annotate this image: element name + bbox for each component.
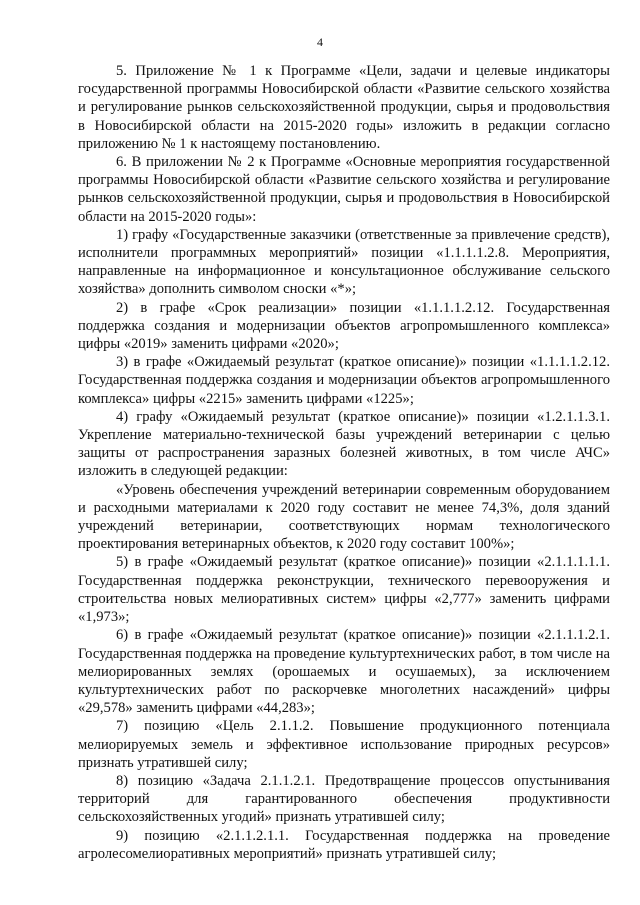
subitem-1: 1) графу «Государственные заказчики (ответственные за привлечение средств), исполнители программных мероприятий» позиции «1.1.1.1.2.8. Мероприятия, направленные на информационное и консультационное обслуживание сельского хозяйства» дополнить символом сноски «*»; [78,226,610,298]
subitem-3: 3) в графе «Ожидаемый результат (краткое описание)» позиции «1.1.1.1.2.12. Государственная поддержка создания и модернизации объектов агропромышленного комплекса» цифры «2215» заменить цифрами «1225»; [78,354,610,407]
document-body [78,62,610,863]
paragraph-item-6: 6. В приложении № 2 к Программе «Основные мероприятия государственной программы Новосибирской области «Развитие сельского хозяйства и регулирование рынков сельскохозяйственной продукции, сырья и продовольствия в Новосибирской области на 2015-2020 годы»: [78,154,610,225]
subitem-8: 8) позицию «Задача 2.1.1.2.1. Предотвращение процессов опустынивания территорий для гарантированного обеспечения продуктивности сельскохозяйственных угодий» признать утратившей силу; [78,772,610,826]
subitem-7: 7) позицию «Цель 2.1.1.2. Повышение продукционного потенциала мелиорируемых земель и эффективное использование природных ресурсов» признать утратившей силу; [78,718,610,771]
subitem-9: 9) позицию «2.1.1.2.1.1. Государственная поддержка на проведение агролесомелиоративных мероприятий» признать утратившей силу; [78,827,610,862]
page-number: 4 [317,35,323,49]
subitem-6: 6) в графе «Ожидаемый результат (краткое описание)» позиции «2.1.1.1.2.1. Государственная поддержка на проведение культуртехнических работ, в том числе на мелиорированных землях (орошаемых и осушаемых), за исключением культуртехнических работ по раскорчевке многолетних насаждений» цифры «29,578» заменить цифрами «44,283»; [78,627,610,717]
subitem-5: 5) в графе «Ожидаемый результат (краткое описание)» позиции «2.1.1.1.1.1. Государственная поддержка реконструкции, технического перевооружения и строительства новых мелиоративных систем» цифры «2,777» заменить цифрами «1,973»; [78,554,610,626]
subitem-4: 4) графу «Ожидаемый результат (краткое описание)» позиции «1.2.1.1.3.1. Укрепление материально-технической базы учреждений ветеринарии с целью защиты от распространения заразных болезней животных, в том числе АЧС» изложить в следующей редакции: [78,408,610,480]
quoted-text: «Уровень обеспечения учреждений ветеринарии современным оборудованием и расходными материалами к 2020 году составит не менее 74,3%, доля зданий учреждений ветеринарии, соответствующих нормам технологического проектирования ветеринарных объектов, к 2020 году составит 100%»; [78,481,610,553]
paragraph-item-5: 5. Приложение № 1 к Программе «Цели, задачи и целевые индикаторы государственной программы Новосибирской области «Развитие сельского хозяйства и регулирование рынков сельскохозяйственной продукции, сырья и продовольствия в Новосибирской области на 2015-2020 годы» изложить в редакции согласно приложению № 1 к настоящему постановлению. [78,63,610,152]
subitem-2: 2) в графе «Срок реализации» позиции «1.1.1.1.2.12. Государственная поддержка создания и модернизации объектов агропромышленного комплекса» цифры «2019» заменить цифрами «2020»; [78,299,610,353]
